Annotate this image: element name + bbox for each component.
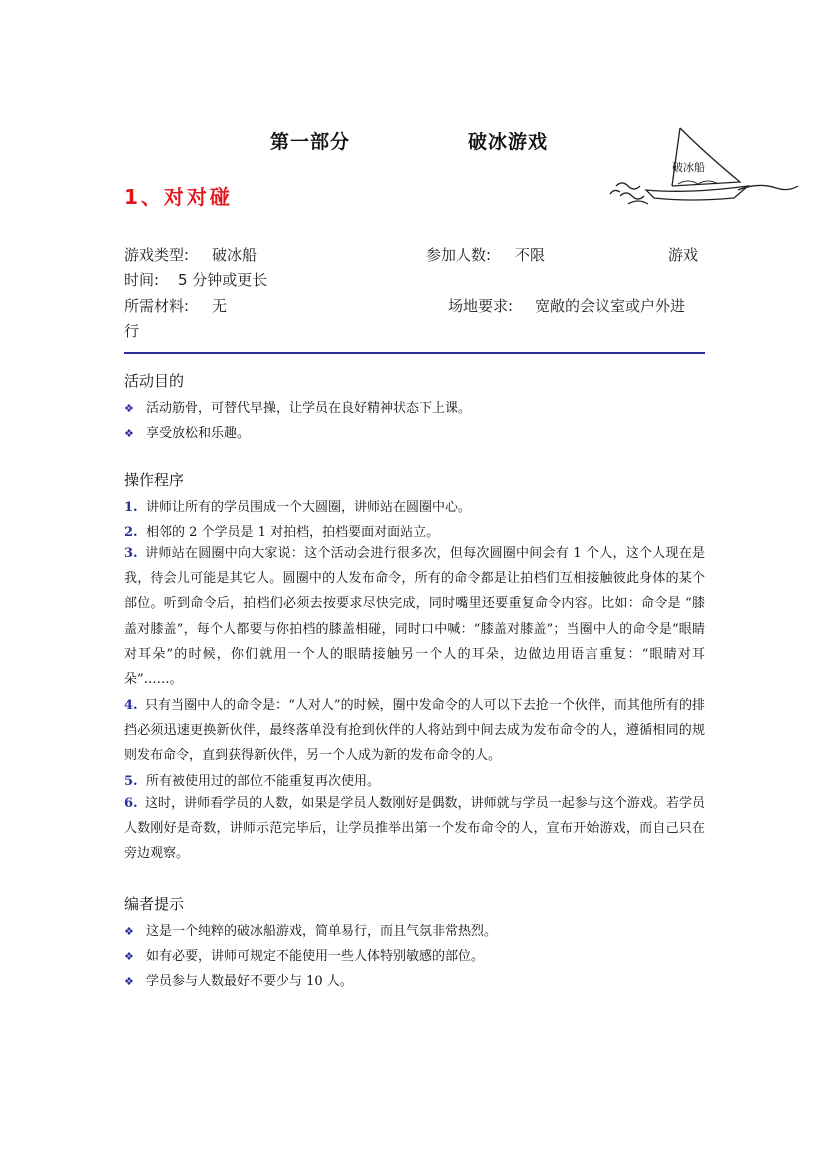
procedure-step: 1. 讲师让所有的学员围成一个大圆圈，讲师站在圆圈中心。 <box>124 500 472 515</box>
diamond-bullet-icon: ❖ <box>124 427 134 440</box>
people-value: 不限 <box>515 246 546 264</box>
venue-label: 场地要求: <box>448 297 514 315</box>
type-value: 破冰船 <box>212 246 258 264</box>
time-label-part1: 游戏 <box>668 246 699 264</box>
time-value: 5 分钟或更长 <box>178 271 268 289</box>
procedure-step: 4. 只有当圈中人的命令是：“人对人”的时候，圈中发命令的人可以下去抢一个伙伴，而其他所有的排挡必须迅速更换新伙伴，最终落单没有抢到伙伴的人将站到中间去成为发布命令的人，遵循相同的规则发布命令，直到获得新伙伴，另一个人成为新的发布命令的人。 <box>124 698 705 764</box>
diamond-bullet-icon: ❖ <box>124 950 134 963</box>
type-label: 游戏类型: <box>124 246 190 264</box>
diamond-bullet-icon: ❖ <box>124 402 134 415</box>
objectives-heading: 活动目的 <box>124 372 185 390</box>
objective-item: ❖ 享受放松和乐趣。 <box>124 426 251 441</box>
material-label: 所需材料: <box>124 297 190 315</box>
venue-value-part2: 行 <box>124 322 140 340</box>
diamond-bullet-icon: ❖ <box>124 975 134 988</box>
procedure-heading: 操作程序 <box>124 471 185 489</box>
game-title: 1、对对碰 <box>124 185 233 209</box>
tip-item: ❖ 学员参与人数最好不要少与 10 人。 <box>124 974 353 989</box>
page-title: 破冰游戏 <box>468 131 549 153</box>
logo-label: 破冰船 <box>672 161 705 174</box>
procedure-step: 3. 讲师站在圆圈中向大家说：这个活动会进行很多次，但每次圆圈中间会有 1 个人，这个人现在是我，待会儿可能是其它人。圆圈中的人发布命令，所有的命令都是让拍档们互相接触彼此身体的某个部位。听到命令后，拍档们必须去按要求尽快完成，同时嘴里还要重复命令内容。比如：命令是 “膝盖对膝盖”，每个人都要与你拍档的膝盖相碰，同时口中喊：“膝盖对膝盖”；当圈中人的命令是“眼睛对耳朵”的时候，你们就用一个人的眼睛接触另一个人的耳朵，边做边用语言重复：“眼睛对耳朵”……。 <box>124 546 705 688</box>
people-label: 参加人数: <box>426 246 492 264</box>
section-divider <box>124 352 705 354</box>
tip-item: ❖ 这是一个纯粹的破冰船游戏，简单易行，而且气氛非常热烈。 <box>124 924 498 939</box>
tip-item: ❖ 如有必要，讲师可规定不能使用一些人体特别敏感的部位。 <box>124 949 485 964</box>
material-value: 无 <box>212 297 228 315</box>
procedure-step: 2. 相邻的 2 个学员是 1 对拍档，拍档要面对面站立。 <box>124 525 440 540</box>
procedure-step: 6. 这时，讲师看学员的人数，如果是学员人数刚好是偶数，讲师就与学员一起参与这个游戏。若学员人数刚好是奇数，讲师示范完毕后，让学员推举出第一个发布命令的人，宣布开始游戏，而自己只在旁边观察。 <box>124 796 705 862</box>
tips-heading: 编者提示 <box>124 895 185 913</box>
procedure-step: 5. 所有被使用过的部位不能重复再次使用。 <box>124 774 381 789</box>
part-label: 第一部分 <box>270 131 351 153</box>
objective-item: ❖ 活动筋骨，可替代早操，让学员在良好精神状态下上课。 <box>124 401 472 416</box>
diamond-bullet-icon: ❖ <box>124 925 134 938</box>
venue-value-part1: 宽敞的会议室或户外进 <box>535 297 686 315</box>
time-label-part2: 时间: <box>124 271 160 289</box>
game-info <box>0 0 827 350</box>
